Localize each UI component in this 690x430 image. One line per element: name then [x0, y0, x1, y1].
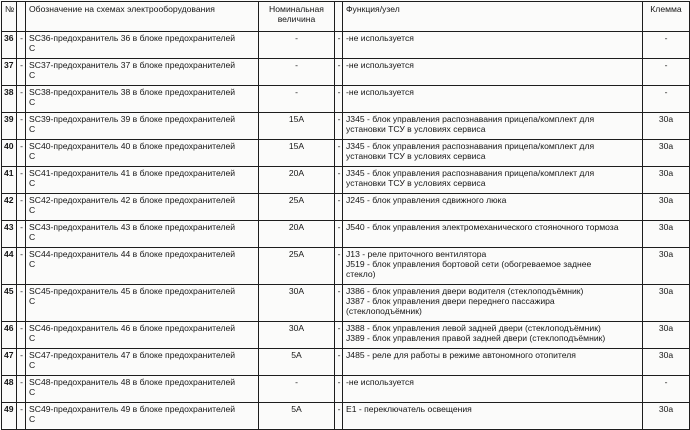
fuse-function-line: J519 - блок управления бортовой сети (обогреваемое заднее: [346, 259, 592, 269]
row-number: 44: [2, 248, 17, 285]
fuse-function-line: J540 - блок управления электромеханического стояночного тормоза: [346, 222, 619, 232]
fuse-designation-line1: SC43-предохранитель 43 в блоке предохранителей: [29, 222, 236, 232]
header-nominal: [259, 2, 335, 32]
fuse-function-line: J345 - блок управления распознавания прицепа/комплект для: [346, 141, 595, 151]
row-number: 36: [2, 32, 17, 59]
fuse-designation: [26, 349, 259, 376]
table-row: [2, 32, 690, 59]
table-row: [2, 322, 690, 349]
fuse-function-line: J245 - блок управления сдвижного люка: [346, 195, 507, 205]
row-separator: -: [17, 86, 26, 113]
row-number: 45: [2, 285, 17, 322]
row-separator: -: [17, 167, 26, 194]
fuse-function-line: установки ТСУ в условиях сервиса: [346, 151, 486, 161]
header-nominal-line1: Номинальная: [269, 4, 324, 14]
table-row: [2, 221, 690, 248]
fuse-nominal: 20А: [259, 221, 335, 248]
fuse-designation-line2: С: [29, 178, 36, 188]
fuse-terminal: 30а: [643, 349, 690, 376]
fuse-function-line: (стеклоподъёмник): [346, 306, 422, 316]
table-header-row: [2, 2, 690, 32]
row-separator-2: -: [335, 248, 343, 285]
fuse-terminal: -: [643, 376, 690, 403]
fuse-function-line: J386 - блок управления двери водителя (стеклоподъёмник): [346, 286, 584, 296]
row-number: 39: [2, 113, 17, 140]
fuse-terminal: 30а: [643, 403, 690, 430]
fuse-designation: [26, 86, 259, 113]
fuse-designation-line2: С: [29, 360, 36, 370]
row-separator-2: -: [335, 349, 343, 376]
fuse-terminal: -: [643, 86, 690, 113]
fuse-designation-line1: SC45-предохранитель 45 в блоке предохранителей: [29, 286, 236, 296]
fuse-designation-line2: С: [29, 387, 36, 397]
row-number: 41: [2, 167, 17, 194]
fuse-nominal: 30А: [259, 322, 335, 349]
header-terminal: Клемма: [643, 2, 690, 32]
row-number: 38: [2, 86, 17, 113]
fuse-nominal: 30А: [259, 285, 335, 322]
table-row: [2, 113, 690, 140]
fuse-designation-line1: SC48-предохранитель 48 в блоке предохранителей: [29, 377, 236, 387]
fuse-designation-line1: SC46-предохранитель 46 в блоке предохранителей: [29, 323, 236, 333]
fuse-nominal: 5А: [259, 403, 335, 430]
row-separator: -: [17, 221, 26, 248]
fuse-designation-line1: SC44-предохранитель 44 в блоке предохранителей: [29, 249, 236, 259]
table-row: [2, 86, 690, 113]
row-separator: -: [17, 322, 26, 349]
row-separator: -: [17, 376, 26, 403]
header-spacer-2: [335, 2, 343, 32]
fuse-terminal: 30а: [643, 248, 690, 285]
fuse-function: [343, 32, 643, 59]
fuse-designation: [26, 140, 259, 167]
fuse-designation-line1: SC38-предохранитель 38 в блоке предохранителей: [29, 87, 236, 97]
fuse-function-line: -не используется: [346, 377, 414, 387]
fuse-designation-line2: С: [29, 205, 36, 215]
header-function: Функция/узел: [343, 2, 643, 32]
fuse-function-line: установки ТСУ в условиях сервиса: [346, 178, 486, 188]
fuse-terminal: 30а: [643, 167, 690, 194]
fuse-function: [343, 194, 643, 221]
fuse-function-line: установки ТСУ в условиях сервиса: [346, 124, 486, 134]
fuse-terminal: -: [643, 32, 690, 59]
fuse-terminal: -: [643, 59, 690, 86]
table-row: [2, 376, 690, 403]
fuse-designation: [26, 248, 259, 285]
fuse-function: [343, 322, 643, 349]
fuse-nominal: -: [259, 376, 335, 403]
fuse-function-line: J485 - реле для работы в режиме автономного отопителя: [346, 350, 576, 360]
fuse-function: [343, 59, 643, 86]
row-number: 49: [2, 403, 17, 430]
fuse-designation: [26, 113, 259, 140]
fuse-function: [343, 140, 643, 167]
fuse-designation-line1: SC49-предохранитель 49 в блоке предохранителей: [29, 404, 236, 414]
fuse-function: [343, 285, 643, 322]
fuse-designation-line2: С: [29, 296, 36, 306]
fuse-function: [343, 86, 643, 113]
fuse-designation-line2: С: [29, 232, 36, 242]
fuse-terminal: 30а: [643, 194, 690, 221]
fuse-function-line: J389 - блок управления правой задней двери (стеклоподъёмник): [346, 333, 606, 343]
fuse-table: [1, 1, 690, 430]
fuse-designation-line2: С: [29, 333, 36, 343]
fuse-designation-line2: С: [29, 97, 36, 107]
fuse-designation-line1: SC42-предохранитель 42 в блоке предохранителей: [29, 195, 236, 205]
fuse-function-line: J345 - блок управления распознавания прицепа/комплект для: [346, 114, 595, 124]
fuse-nominal: -: [259, 32, 335, 59]
table-row: [2, 167, 690, 194]
row-separator: -: [17, 194, 26, 221]
fuse-function-line: -не используется: [346, 33, 414, 43]
row-separator: -: [17, 32, 26, 59]
row-separator: -: [17, 285, 26, 322]
row-number: 42: [2, 194, 17, 221]
fuse-terminal: 30а: [643, 285, 690, 322]
row-separator: -: [17, 403, 26, 430]
fuse-function-line: J13 - реле приточного вентилятора: [346, 249, 487, 259]
fuse-designation-line2: С: [29, 414, 36, 424]
fuse-terminal: 30а: [643, 140, 690, 167]
fuse-designation-line2: С: [29, 70, 36, 80]
fuse-designation-line1: SC47-предохранитель 47 в блоке предохранителей: [29, 350, 236, 360]
row-separator-2: -: [335, 113, 343, 140]
fuse-designation-line1: SC36-предохранитель 36 в блоке предохранителей: [29, 33, 236, 43]
table-row: [2, 285, 690, 322]
row-separator: -: [17, 140, 26, 167]
table-row: [2, 248, 690, 285]
row-separator-2: -: [335, 322, 343, 349]
fuse-function: [343, 221, 643, 248]
fuse-function-line: J388 - блок управления левой задней двери (стеклоподъёмник): [346, 323, 601, 333]
fuse-function-line: J345 - блок управления распознавания прицепа/комплект для: [346, 168, 595, 178]
fuse-nominal: -: [259, 86, 335, 113]
fuse-designation-line1: SC40-предохранитель 40 в блоке предохранителей: [29, 141, 236, 151]
table-row: [2, 140, 690, 167]
row-separator-2: -: [335, 167, 343, 194]
row-separator-2: -: [335, 285, 343, 322]
fuse-nominal: 25А: [259, 248, 335, 285]
row-number: 43: [2, 221, 17, 248]
row-separator-2: -: [335, 376, 343, 403]
fuse-function: [343, 349, 643, 376]
table-row: [2, 194, 690, 221]
row-separator-2: -: [335, 403, 343, 430]
fuse-function-line: -не используется: [346, 87, 414, 97]
fuse-designation: [26, 167, 259, 194]
fuse-designation-line1: SC41-предохранитель 41 в блоке предохранителей: [29, 168, 236, 178]
row-number: 40: [2, 140, 17, 167]
row-separator: -: [17, 113, 26, 140]
fuse-terminal: 30а: [643, 113, 690, 140]
fuse-designation: [26, 322, 259, 349]
row-separator-2: -: [335, 59, 343, 86]
fuse-function-line: стекло): [346, 269, 376, 279]
fuse-function-line: Е1 - переключатель освещения: [346, 404, 472, 414]
fuse-nominal: 20А: [259, 167, 335, 194]
fuse-function: [343, 167, 643, 194]
fuse-nominal: 25А: [259, 194, 335, 221]
fuse-designation: [26, 32, 259, 59]
header-nominal-line2: величина: [277, 14, 316, 24]
fuse-nominal: 5А: [259, 349, 335, 376]
fuse-designation: [26, 376, 259, 403]
row-number: 37: [2, 59, 17, 86]
fuse-function-line: J387 - блок управления двери переднего пассажира: [346, 296, 555, 306]
fuse-function: [343, 248, 643, 285]
row-number: 48: [2, 376, 17, 403]
fuse-terminal: 30а: [643, 221, 690, 248]
row-separator-2: -: [335, 221, 343, 248]
fuse-designation-line2: С: [29, 259, 36, 269]
row-separator-2: -: [335, 140, 343, 167]
fuse-designation: [26, 403, 259, 430]
row-separator: -: [17, 59, 26, 86]
fuse-function: [343, 113, 643, 140]
table-row: [2, 59, 690, 86]
row-separator-2: -: [335, 86, 343, 113]
fuse-designation-line2: С: [29, 43, 36, 53]
row-separator: -: [17, 248, 26, 285]
header-designation: Обозначение на схемах электрооборудования: [26, 2, 259, 32]
fuse-function: [343, 376, 643, 403]
table-row: [2, 403, 690, 430]
fuse-function: [343, 403, 643, 430]
fuse-nominal: 15А: [259, 113, 335, 140]
fuse-nominal: 15А: [259, 140, 335, 167]
fuse-terminal: 30а: [643, 322, 690, 349]
row-number: 47: [2, 349, 17, 376]
fuse-designation: [26, 194, 259, 221]
fuse-designation-line2: С: [29, 124, 36, 134]
row-separator-2: -: [335, 32, 343, 59]
header-spacer: [17, 2, 26, 32]
fuse-designation-line1: SC39-предохранитель 39 в блоке предохранителей: [29, 114, 236, 124]
row-number: 46: [2, 322, 17, 349]
row-separator: -: [17, 349, 26, 376]
fuse-designation: [26, 221, 259, 248]
fuse-designation: [26, 285, 259, 322]
fuse-designation-line2: С: [29, 151, 36, 161]
fuse-designation: [26, 59, 259, 86]
header-number: №: [2, 2, 17, 32]
fuse-function-line: -не используется: [346, 60, 414, 70]
table-row: [2, 349, 690, 376]
fuse-nominal: -: [259, 59, 335, 86]
fuse-designation-line1: SC37-предохранитель 37 в блоке предохранителей: [29, 60, 236, 70]
row-separator-2: -: [335, 194, 343, 221]
